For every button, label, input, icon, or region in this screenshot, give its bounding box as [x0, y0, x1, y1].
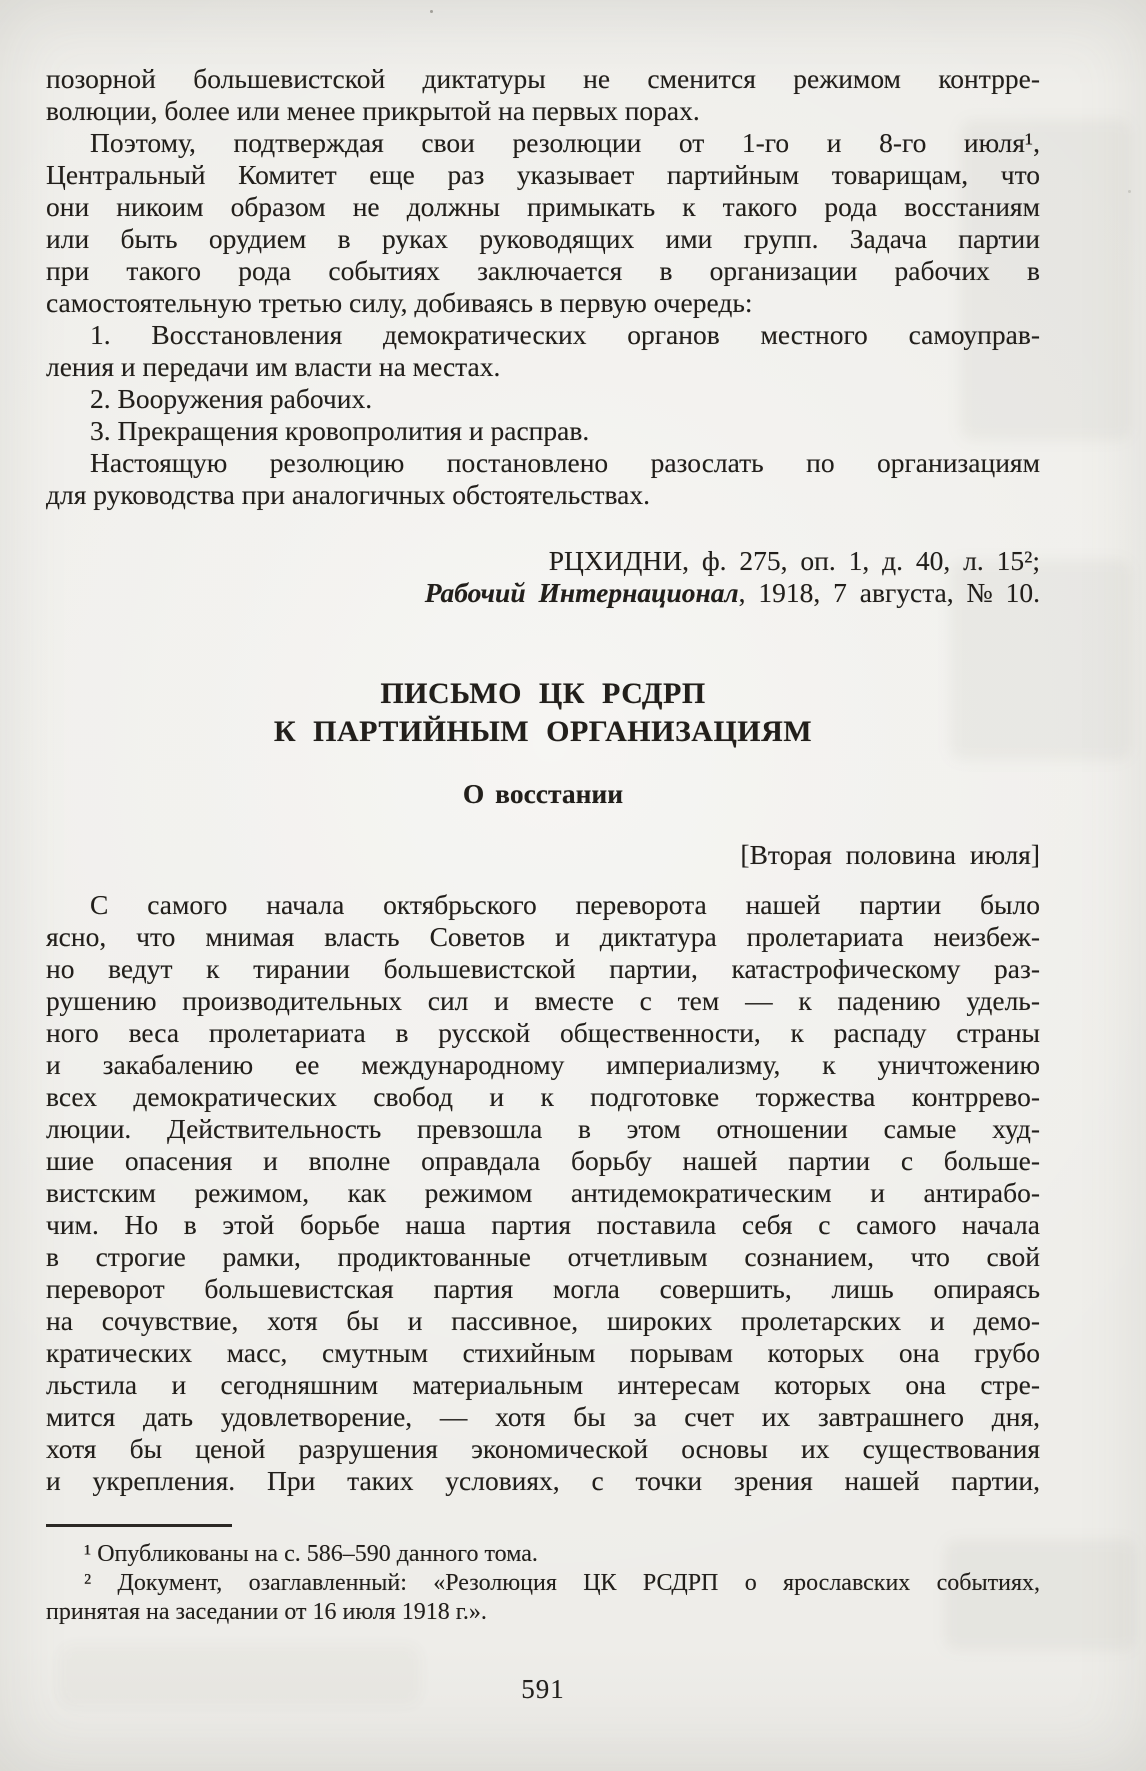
text-line: мится дать удовлетворение, — хотя бы за счет их завтрашнего дня,: [46, 1401, 1040, 1432]
date-note: [Вторая половина июля]: [740, 839, 1040, 870]
paragraph: [46, 1569, 1040, 1627]
text-line: Поэтому, подтверждая свои резолюции от 1-го и 8-го июля¹,: [90, 127, 1040, 158]
text-line: ясно, что мнимая власть Советов и диктатура пролетариата неизбеж-: [46, 921, 1040, 952]
paragraph: [46, 447, 1040, 511]
text-line: принятая на заседании от 16 июля 1918 г.».: [46, 1599, 487, 1625]
text-line: на сочувствие, хотя бы и пассивное, широких пролетарских и демо-: [46, 1305, 1040, 1336]
paragraph: [46, 383, 1040, 415]
journal-details: , 1918, 7 августа, № 10.: [738, 577, 1040, 608]
footnotes: [46, 1540, 1040, 1627]
text-line: и укрепления. При таких условиях, с точки зрения нашей партии,: [46, 1465, 1040, 1496]
text-line: чим. Но в этой борьбе наша партия поставила себя с самого начала: [46, 1209, 1040, 1240]
paragraph: [46, 889, 1040, 1497]
document-title: [46, 675, 1040, 751]
text-line: 1. Восстановления демократических органов местного самоуправ-: [90, 319, 1040, 350]
scan-artifact: [430, 10, 433, 13]
text-line: 3. Прекращения кровопролития и расправ.: [90, 415, 590, 446]
text-line: волюции, более или менее прикрытой на первых порах.: [46, 95, 700, 126]
page-number: 591: [521, 1674, 565, 1704]
paragraph: [46, 415, 1040, 447]
text-line: но ведут к тирании большевистской партии, катастрофическому раз-: [46, 953, 1040, 984]
text-line: льстила и сегодняшним материальным интересам которых она стре-: [46, 1369, 1040, 1400]
text-line: Настоящую резолюцию постановлено разослать по организациям: [90, 447, 1040, 478]
text-line: ления и передачи им власти на местах.: [46, 351, 501, 382]
resolution-text: [46, 63, 1040, 511]
text-line: вистским режимом, как режимом антидемократическим и антирабо-: [46, 1177, 1040, 1208]
footnote-divider: [46, 1524, 232, 1527]
text-line: всех демократических свобод и к подготовке торжества контррево-: [46, 1081, 1040, 1112]
text-line: ² Документ, озаглавленный: «Резолюция ЦК РСДРП о ярославских событиях,: [84, 1570, 1040, 1596]
text-line: позорной большевистской диктатуры не сменится режимом контрре-: [46, 63, 1040, 94]
letter-body: [46, 889, 1040, 1497]
text-line: С самого начала октябрьского переворота нашей партии было: [90, 889, 1040, 920]
text-line: шие опасения и вполне оправдала борьбу нашей партии с больше-: [46, 1145, 1040, 1176]
journal-reference: [46, 577, 1040, 609]
text-line: хотя бы ценой разрушения экономической основы их существования: [46, 1433, 1040, 1464]
paragraph: [46, 1540, 1040, 1569]
text-line: 2. Вооружения рабочих.: [90, 383, 373, 414]
text-line: и закабалению ее международному империализму, к уничтожению: [46, 1049, 1040, 1080]
text-line: переворот большевистская партия могла совершить, лишь опираясь: [46, 1273, 1040, 1304]
paragraph: [46, 319, 1040, 383]
text-line: ¹ Опубликованы на с. 586–590 данного тома.: [84, 1541, 538, 1567]
text-line: или быть орудием в руках руководящих ими групп. Задача партии: [46, 223, 1040, 254]
text-line: при такого рода событиях заключается в организации рабочих в: [46, 255, 1040, 286]
paragraph: [46, 127, 1040, 319]
text-line: в строгие рамки, продиктованные отчетливым сознанием, что свой: [46, 1241, 1040, 1272]
title-line-2: К ПАРТИЙНЫМ ОРГАНИЗАЦИЯМ: [273, 715, 813, 748]
text-line: люции. Действительность превзошла в этом отношении самые худ-: [46, 1113, 1040, 1144]
title-line-1: ПИСЬМО ЦК РСДРП: [380, 677, 706, 710]
archive-reference: РЦХИДНИ, ф. 275, оп. 1, д. 40, л. 15²;: [548, 545, 1040, 576]
source-citation: [46, 545, 1040, 609]
text-line: ного веса пролетариата в русской общественности, к распаду страны: [46, 1017, 1040, 1048]
text-line: самостоятельную третью силу, добиваясь в первую очередь:: [46, 287, 753, 318]
page-text-column: [46, 63, 1040, 1705]
text-line: они никоим образом не должны примыкать к такого рода восстаниям: [46, 191, 1040, 222]
text-line: кратических масс, смутным стихийным порывам которых она грубо: [46, 1337, 1040, 1368]
document-subtitle: О восстании: [462, 778, 624, 809]
text-line: рушению производительных сил и вместе с тем — к падению удель-: [46, 985, 1040, 1016]
paragraph: [46, 63, 1040, 127]
text-line: Центральный Комитет еще раз указывает партийным товарищам, что: [46, 159, 1040, 190]
journal-title: Рабочий Интернационал: [424, 577, 739, 608]
text-line: для руководства при аналогичных обстоятельствах.: [46, 479, 650, 510]
